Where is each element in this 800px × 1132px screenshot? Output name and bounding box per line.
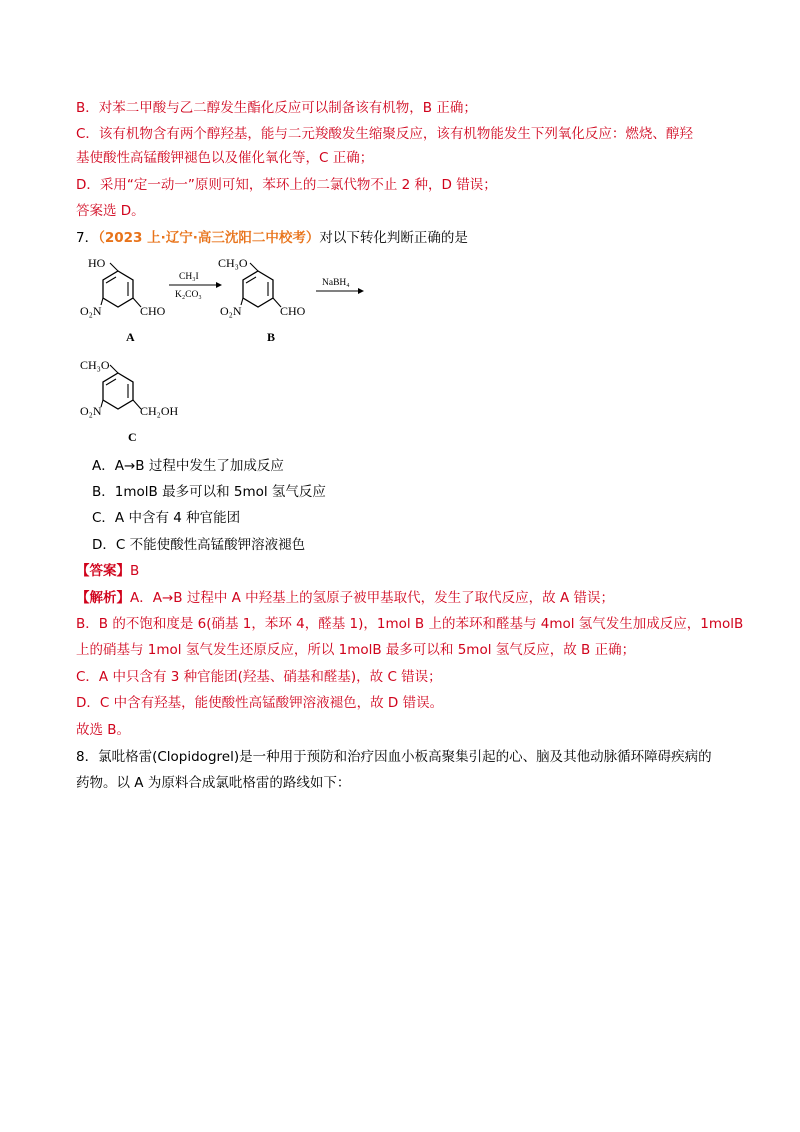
label-a: A bbox=[126, 330, 135, 344]
arrow-2 bbox=[316, 278, 364, 294]
q7-conclusion: 故选 B。 bbox=[76, 722, 131, 738]
option-c: C．A 中含有 4 种官能团 bbox=[92, 510, 241, 526]
answer bbox=[76, 561, 139, 581]
label-c: C bbox=[128, 430, 137, 444]
analysis-d: D．C 中含有羟基，能使酸性高锰酸钾溶液褪色，故 D 错误。 bbox=[76, 695, 444, 711]
group-hydroxyl: HO bbox=[88, 256, 106, 270]
group-nitro-a: O₂N bbox=[80, 304, 102, 318]
option-b: B．1molB 最多可以和 5mol 氢气反应 bbox=[92, 484, 326, 500]
group-aldehyde-a: CHO bbox=[140, 304, 166, 318]
group-aldehyde-b: CHO bbox=[280, 304, 306, 318]
label-b: B bbox=[267, 330, 276, 344]
question-number: 7． bbox=[76, 230, 99, 246]
question-7-stem bbox=[76, 228, 468, 248]
analysis-a-text: A．A→B 过程中 A 中羟基上的氢原子被甲基取代，发生了取代反应，故 A 错误； bbox=[130, 590, 614, 606]
reagent-k2co3: K₂CO₃ bbox=[175, 290, 202, 300]
analysis-b1: B．B 的不饱和度是 6(硝基 1，苯环 4，醛基 1)，1mol B 上的苯环和醛基与 4mol 氢气发生加成反应，1molB bbox=[76, 616, 744, 632]
question-8-line-1: 8．氯吡格雷(Clopidogrel)是一种用于预防和治疗因血小板高聚集引起的心、脑及其他动脉循环障碍疾病的 bbox=[76, 749, 712, 765]
answer-label: 【答案】 bbox=[76, 563, 130, 579]
question-source: （2023 上·辽宁·高三沈阳二中校考） bbox=[98, 230, 320, 246]
analysis-label: 【解析】 bbox=[76, 590, 130, 606]
reagent-nabh4: NaBH₄ bbox=[322, 278, 350, 288]
group-nitro-b: O₂N bbox=[220, 304, 242, 318]
analysis-c: C．A 中只含有 3 种官能团(羟基、硝基和醛基)，故 C 错误； bbox=[76, 669, 442, 685]
analysis-line-c2: 基使酸性高锰酸钾褪色以及催化氧化等，C 正确； bbox=[76, 150, 374, 166]
group-nitro-c: O₂N bbox=[80, 404, 102, 418]
molecule-c bbox=[80, 358, 179, 444]
reaction-scheme bbox=[76, 255, 496, 445]
option-d: D．C 不能使酸性高锰酸钾溶液褪色 bbox=[92, 537, 306, 553]
reagent-ch3i: CH₃I bbox=[179, 272, 199, 282]
answer-value: B bbox=[130, 563, 140, 579]
analysis-a bbox=[76, 588, 614, 608]
analysis-line-c1: C．该有机物含有两个醇羟基，能与二元羧酸发生缩聚反应，该有机物能发生下列氧化反应：燃烧、醇羟 bbox=[76, 126, 693, 142]
group-hydroxymethyl-c: CH₂OH bbox=[140, 404, 179, 418]
analysis-line-b: B．对苯二甲酸与乙二醇发生酯化反应可以制备该有机物，B 正确； bbox=[76, 100, 477, 116]
molecule-b bbox=[218, 256, 306, 344]
molecule-a bbox=[80, 256, 166, 344]
prev-conclusion: 答案选 D。 bbox=[76, 203, 145, 219]
analysis-line-d: D．采用“定一动一”原则可知，苯环上的二氯代物不止 2 种，D 错误； bbox=[76, 177, 497, 193]
question-text: 对以下转化判断正确的是 bbox=[319, 230, 468, 246]
arrow-1 bbox=[169, 272, 222, 300]
group-methoxy-c: CH₃O bbox=[80, 358, 110, 372]
analysis-b2: 上的硝基与 1mol 氢气发生还原反应，所以 1molB 最多可以和 5mol 氢气反应，故 B 正确； bbox=[76, 642, 636, 658]
question-8-line-2: 药物。以 A 为原料合成氯吡格雷的路线如下： bbox=[76, 775, 351, 791]
option-a: A．A→B 过程中发生了加成反应 bbox=[92, 458, 284, 474]
group-methoxy-b: CH₃O bbox=[218, 256, 248, 270]
